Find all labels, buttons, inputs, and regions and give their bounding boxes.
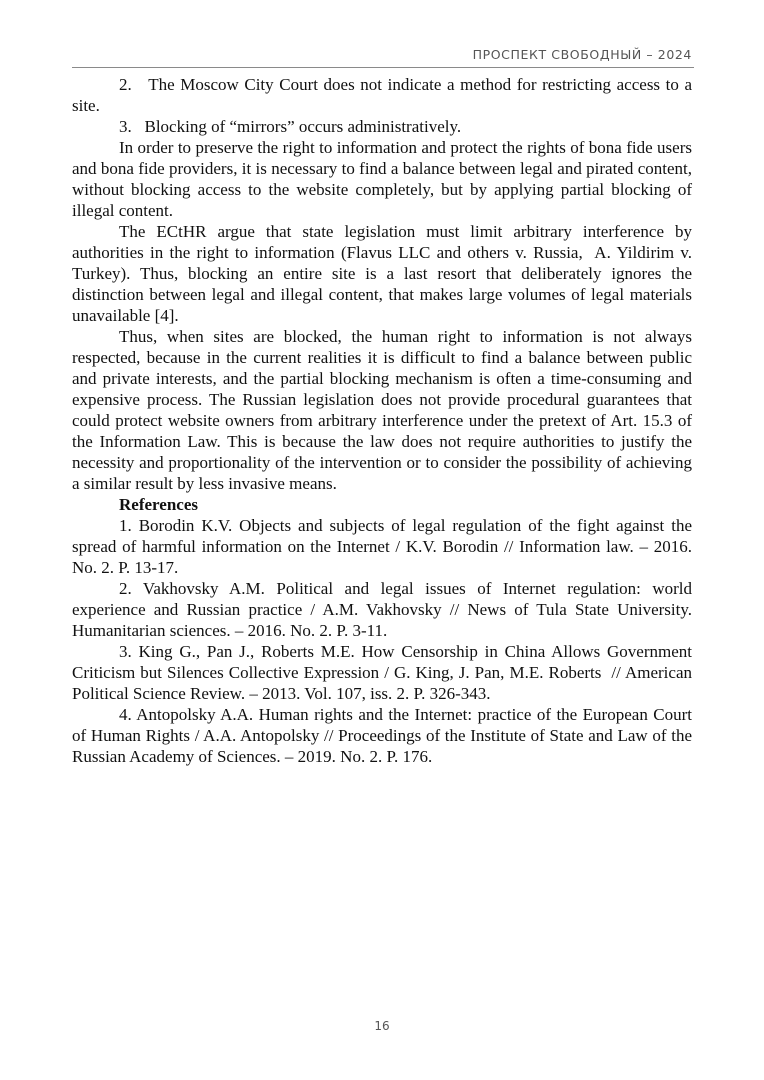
reference-item-4: 4. Antopolsky A.A. Human rights and the Internet: practice of the European Court of Human Rights / A.A. Antopolsky // Proceedings of the Institute of State and Law of the Russian Academy of Sciences. – 2019. No. 2. P. 176. — [72, 705, 692, 766]
paragraph-balance: In order to preserve the right to information and protect the rights of bona fide users and bona fide providers, it is necessary to find a balance between legal and pirated content, without blocking access to the website completely, but by applying partial blocking of illegal content. — [72, 138, 692, 220]
list-item-2: 2. The Moscow City Court does not indicate a method for restricting access to a site. — [72, 75, 692, 115]
paragraph-conclusion: Thus, when sites are blocked, the human right to information is not always respected, because in the current realities it is difficult to find a balance between public and private interests, and the partial blocking mechanism is often a time-consuming and expensive process. The Russian legislation does not provide procedural guarantees that could protect website owners from arbitrary interference under the pretext of Art. 15.3 of the Information Law. This is because the law does not require authorities to justify the necessity and proportionality of the intervention or to consider the possibility of achieving a similar result by less invasive means. — [72, 327, 692, 493]
reference-item-2: 2. Vakhovsky A.M. Political and legal issues of Internet regulation: world experience and Russian practice / A.M. Vakhovsky // News of Tula State University. Humanitarian sciences. – 2016. No. 2. P. 3-11. — [72, 579, 692, 640]
header-divider — [72, 67, 694, 68]
paragraph-ecthr: The ECtHR argue that state legislation must limit arbitrary interference by authorities in the right to information (Flavus LLC and others v. Russia, A. Yildirim v. Turkey). Thus, blocking an entire site is a last resort that deliberately ignores the distinction between legal and illegal content, that makes large volumes of legal materials unavailable [4]. — [72, 222, 692, 325]
list-item-3: 3. Blocking of “mirrors” occurs administratively. — [119, 117, 462, 136]
page-number: 16 — [374, 1019, 390, 1033]
references-heading: References — [119, 495, 198, 514]
page-body — [72, 74, 692, 767]
reference-item-1: 1. Borodin K.V. Objects and subjects of legal regulation of the fight against the spread of harmful information on the Internet / K.V. Borodin // Information law. – 2016. No. 2. P. 13-17. — [72, 516, 692, 577]
reference-item-3: 3. King G., Pan J., Roberts M.E. How Censorship in China Allows Government Criticism but Silences Collective Expression / G. King, J. Pan, M.E. Roberts // American Political Science Review. – 2013. Vol. 107, iss. 2. P. 326-343. — [72, 642, 692, 703]
journal-running-header: ПРОСПЕКТ СВОБОДНЫЙ – 2024 — [472, 47, 692, 62]
